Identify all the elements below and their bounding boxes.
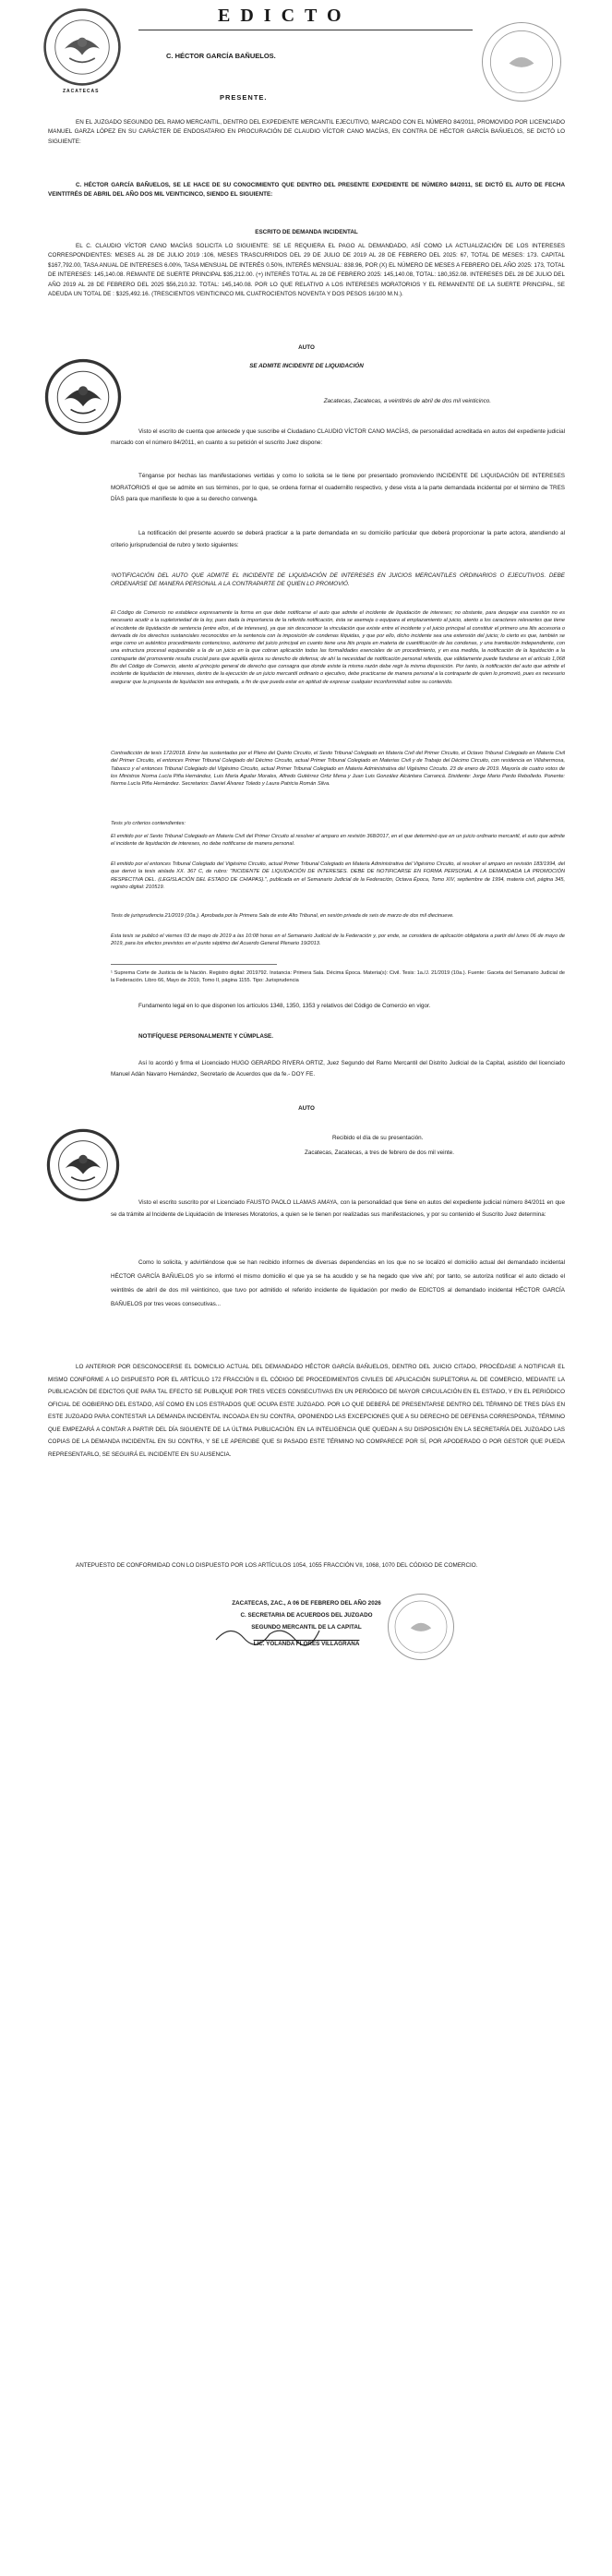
thesis-contenders-label: Tesis y/o criterios contendientes: (111, 821, 186, 826)
closing-articles: ANTEPUESTO DE CONFORMIDAD CON LO DISPUESTO POR LOS ARTÍCULOS 1054, 1055 FRACCIÓN VII, 1068, 1070 DEL CÓDIGO DE COMERCIO. (76, 1562, 478, 1569)
auto2-paragraph-1: Visto el escrito suscrito por el Licenciado FAUSTO PAOLO LLAMAS AMAYA, con la personalidad que tiene en autos del expediente judicial número 84/2011 en que se da trámite al Incidente de Liquidación de Intereses Moratorios, a quien se le tienen por realizadas sus manifestaciones, y por su contenido el Suscrito Juez determina: (111, 1199, 565, 1218)
thesis-publication: Esta tesis se publicó el viernes 03 de mayo de 2019 a las 10:08 horas en el Semanario Judicial de la Federación y, por ende, se considera de aplicación obligatoria a partir del lunes 06 de mayo de 2019, para los efectos previstos en el punto séptimo del Acuerdo General Plenario 19/2013. (111, 933, 565, 947)
thesis-contradiction: Contradicción de tesis 172/2018. Entre las sustentadas por el Pleno del Quinto Circuito, el Sexto Tribunal Colegiado en Materia Civil del Primer Circuito, el Octavo Tribunal Colegiado en Materia Civil del Primer Circuito, el entonces Primer Tribunal Colegiado del Décimo Circuito, actual Primer Tribunal Colegiado en Materias Civil y de Trabajo del Décimo Circuito, con residencia en Villahermosa, Tabasco y el entonces Tribunal Colegiado del Vigésimo Circuito, actual Primer Tribunal Colegiado en Materia Administrativa del Vigésimo Circuito. 23 de enero de 2019. Mayoría de cuatro votos de los Ministros Norma Lucía Piña Hernández, Luis María Aguilar Morales, Alfredo Gutiérrez Ortiz Mena y Juan Luis González Alcántara Carrancá. Disidente: Jorge Mario Pardo Rebolledo. Ponente: Norma Lucía Piña Hernández. Secretarios: Daniel Álvarez Toledo y Laura Patricia Román Silva. (111, 751, 565, 788)
notice-paragraph: C. HÉCTOR GARCÍA BAÑUELOS, SE LE HACE DE SU CONOCIMIENTO QUE DENTRO DEL PRESENTE EXPEDIENTE DE NÚMERO 84/2011, SE DICTÓ EL AUTO DE FECHA VEINTITRÉS DE ABRIL DEL AÑO DOS MIL VEINTICINCO, SIENDO EL SIGUIENTE: (48, 182, 565, 199)
auto-date: Zacatecas, Zacatecas, a veintitrés de abril de dos mil veinticinco. (323, 398, 491, 404)
signer-role-1: C. SECRETARIA DE ACUERDOS DEL JUZGADO (240, 1612, 373, 1619)
signature-paragraph: Así lo acordó y firma el Licenciado HUGO GERARDO RIVERA ORTIZ, Juez Segundo del Ramo Mercantil del Distrito Judicial de la Capital, asistido del licenciado Manuel Adán Navarro Hernández, Secretario de Acuerdos que da fe.- DOY FE. (111, 1060, 565, 1077)
footnote-rule (111, 964, 277, 965)
auto-label: AUTO (298, 344, 315, 351)
document-title: EDICTO (218, 6, 352, 26)
notify-line: NOTIFÍQUESE PERSONALMENTE Y CÚMPLASE. (138, 1033, 274, 1040)
closing-paragraph: LO ANTERIOR POR DESCONOCERSE EL DOMICILIO ACTUAL DEL DEMANDADO HÉCTOR GARCÍA BAÑUELOS, DENTRO DEL JUICIO CITADO, PROCÉDASE A NOTIFICAR EL MISMO CONFORME A LO DISPUESTO POR EL ARTÍCULO 172 FRACCIÓN II EL CÓDIGO DE PROCEDIMIENTOS CIVILES DE APLICACIÓN SUPLETORIA AL DE COMERCIO, MEDIANTE LA PUBLICACIÓN DE EDICTOS QUE PARA TAL EFECTO SE PUBLIQUE POR TRES VECES CONSECUTIVAS EN UN PERIÓDICO DE MAYOR CIRCULACIÓN EN EL ESTADO, Y EN EL PERIÓDICO OFICIAL DE GOBIERNO DEL ESTADO, ASÍ COMO EN LOS ESTRADOS QUE OCUPA ESTE JUZGADO. POR LO QUE DEBERÁ DE PRESENTARSE DENTRO DEL TÉRMINO DE TRES DÍAS EN ESTE JUZGADO PARA CONTESTAR LA DEMANDA INCIDENTAL INCOADA EN SU CONTRA, OPONIENDO LAS EXCEPCIONES QUE A SU DERECHO DE DEFENSA CORRESPONDA, TÉRMINO QUE EMPEZARÁ A CONTAR A PARTIR DEL DÍA SIGUIENTE DE LA ÚLTIMA PUBLICACIÓN. EN LA INTELIGENCIA QUE QUEDAN A SU DISPOSICIÓN EN LA SECRETARÍA DEL JUZGADO LAS COPIAS DE LA DEMANDA INCIDENTAL EN SU CONTRA, Y SE LE APERCIBE QUE SI PASADO ESTE TÉRMINO NO COMPARECE POR SÍ, POR APODERADO O POR GESTOR QUE PUEDA REPRESENTARLO, SE SEGUIRÁ EL INCIDENTE EN SU AUSENCIA. (48, 1364, 565, 1458)
closing-stamp (388, 1594, 454, 1660)
auto-label-2: AUTO (298, 1105, 315, 1112)
thesis-title: ¹NOTIFICACIÓN DEL AUTO QUE ADMITE EL INCIDENTE DE LIQUIDACIÓN DE INTERESES EN JUICIOS MERCANTILES ORDINARIOS O EJECUTIVOS. DEBE ORDENARSE DE MANERA PERSONAL A LA CONTRAPARTE DE QUIEN LO PROMOVIÓ. (111, 572, 565, 587)
received-line: Recibido el día de su presentación. (332, 1135, 424, 1141)
present-line: PRESENTE. (220, 93, 268, 102)
thesis-jurisprudence: Tesis de jurisprudencia 21/2019 (10a.). Aprobada por la Primera Sala de este Alto Tribunal, en sesión privada de seis de marzo de dos mil diecinueve. (111, 913, 454, 919)
legal-basis: Fundamento legal en lo que disponen los artículos 1348, 1350, 1353 y relativos del Código de Comercio en vigor. (138, 1003, 431, 1009)
thesis-contender-2: El emitido por el entonces Tribunal Colegiado del Vigésimo Circuito, actual Primer Tribunal Colegiado en Materia Administrativa del Vigésimo Circuito, al resolver el amparo en revisión 183/1994, del que derivó la tesis aislada XX. 367 C, de rubro: "INCIDENTE DE LIQUIDACIÓN DE INTERESES. DEBE DE NOTIFICARSE EN FORMA PERSONAL A LA DEMANDADA LA PROMOCIÓN RESPECTIVA DEL. (LEGISLACIÓN DEL ESTADO DE CHIAPAS).", publicada en el Semanario Judicial de la Federación, Octava Época, Tomo XIV, septiembre de 1994, materia civil, página 345, registro digital: 210519. (111, 861, 565, 890)
auto-paragraph-3: La notificación del presente acuerdo se deberá practicar a la parte demandada en su domicilio particular que deberá proporcionar la parte actora, atendiendo al criterio jurisprudencial de rubro y texto siguientes: (111, 530, 565, 548)
auto-paragraph-1: Visto el escrito de cuenta que antecede y que suscribe el Ciudadano CLAUDIO VÍCTOR CANO MACÍAS, de personalidad acreditada en autos del expediente judicial marcado con el número 84/2011, en cuanto a su petición el suscrito Juez dispone: (111, 428, 565, 446)
claim-heading: ESCRITO DE DEMANDA INCIDENTAL (255, 229, 358, 235)
official-stamp (482, 22, 561, 102)
seal-caption: ZACATECAS (63, 89, 100, 94)
auto-paragraph-2: Ténganse por hechas las manifestaciones vertidas y como lo solicita se le tiene por presentado promoviendo INCIDENTE DE LIQUIDACIÓN DE INTERESES MORATORIOS el que se admite en sus términos, por lo que, se ordena formar el cuadernillo respectivo, y dese vista a la parte demandada incidental por el término de TRES DÍAS para que manifieste lo que a su derecho convenga. (111, 473, 565, 502)
auto2-date: Zacatecas, Zacatecas, a tres de febrero de dos mil veinte. (305, 1150, 455, 1156)
thesis-body: El Código de Comercio no establece expresamente la forma en que debe notificarse el auto que admite el incidente de liquidación de intereses; no obstante, para despejar esa cuestión no es necesario acudir a la supletoriedad de la ley, pues dada la importancia de la referida notificación, ésta se asemeja o equipara al emplazamiento al juicio, atento a los caracteres relevantes que tiene el incidente de liquidación de sentencia (entre ellos, el de intereses), ya que sin desconocer la vinculación que existe entre el incidente y el juicio principal al constituir el primero una litis accesoria o derivada de los derechos sustanciales reconocidos en la sentencia con la imposición de condenas ilíquidas, y que por ello, dicho incidente sea una extensión del juicio; lo cierto es que, también se erige como un auténtico procedimiento contencioso, autónomo del juicio principal en cuanto tiene una litis propia en materia de cuantificación de las condenas, y una tramitación independiente, con una estructura procesal equiparable a la de un juicio en la que cobran aplicación todas las formalidades esenciales de un procedimiento, y en esa medida, la notificación de la liquidación a la contraparte del promovente resulta crucial para que aquélla ejerza su derecho de defensa; de ahí la necesidad de notificación personal referida, que válidamente puede fundarse en el artículo 1,068 Bis del Código de Comercio, atento al principio general de derecho que consagra que donde existe la misma razón debe regir la misma disposición. Por tanto, la notificación del auto que admite el incidente de liquidación de intereses, dentro de la ejecución de un juicio mercantil ordinario o ejecutivo, debe practicarse de manera personal a la contraparte de quien lo promovió, pues es necesario asegurar que la propuesta de liquidación sea entregada, a fin de que pueda estar en aptitud de expresar cualquier inconformidad sobre su contenido. (111, 610, 565, 685)
judicial-seal-2 (46, 1128, 120, 1202)
signer-role-2: SEGUNDO MERCANTIL DE LA CAPITAL (251, 1624, 362, 1631)
addressee-line: C. HÉCTOR GARCÍA BAÑUELOS. (166, 52, 276, 60)
claim-paragraph: EL C. CLAUDIO VÍCTOR CANO MACÍAS SOLICITA LO SIGUIENTE: SE LE REQUIERA EL PAGO AL DEMANDADO, ASÍ COMO LA ACTUALIZACIÓN DE LOS INTERESES CORRESPONDIENTES: MESES AL 28 DE JULIO 2019 :106, MESES TRASCURRIDOS DEL 29 DE JULIO DE 2019 AL 28 DE FEBRERO DEL 2025: 67, TOTAL DE MESES: 173. CAPITAL $167,792.00, TASA ANUAL DE INTERESES 6.00%, TASA MENSUAL DE INTERÉS 0.50%, INTERÉS MENSUAL: 838.96, POR (X) EL NÚMERO DE MESES A FEBRERO DEL AÑO 2025: 173, TOTAL DE INTERESES: 145,140.08. REMANTE DE SUERTE PRINCIPAL $35,212.00. (+) INTERÉS TOTAL AL 28 DE FEBRERO 2025: 145,140.08, TOTAL: 180,352.08. INTERESES DEL 28 DE JULIO DEL AÑO 2019 AL 28 DE FEBRERO DEL 2025 $56,210.32. TOTAL: 145,140.08. POR LO QUE RELATIVO A LOS INTERESES MORATORIOS Y EL REMANENTE DE LA SUERTE PRINCIPAL, SE ADEUDA UN TOTAL DE : $325,492.16. (TRESCIENTOS VEINTICINCO MIL CUATROCIENTOS NOVENTA Y DOS PESOS 16/100 M.N.). (48, 243, 565, 298)
footnote: ¹ Suprema Corte de Justicia de la Nación. Registro digital: 2019792. Instancia: Primera Sala. Décima Época. Materia(s): Civil. Tesis: 1a./J. 21/2019 (10a.). Fuente: Gaceta del Semanario Judicial de la Federación. Libro 66, Mayo de 2019, Tomo II, página 1155. Tipo: Jurisprudencia (111, 970, 565, 984)
auto2-paragraph-2: Como lo solicita, y advirtiéndose que se han recibido informes de diversas dependencias en los que no se localizó el domicilio actual del demandado incidental HÉCTOR GARCÍA BAÑUELOS y/o se informó el mismo domicilio el que ya se ha acudido y se ha negado que vive ahí; por tanto, se autoriza notificar el auto dictado el veintitrés de abril de dos mil veinticinco, que tuvo por admitido el referido incidente de liquidación por medio de EDICTOS al demandado incidental HÉCTOR GARCÍA BAÑUELOS por tres veces consecutivas... (111, 1259, 565, 1307)
auto-subtitle: SE ADMITE INCIDENTE DE LIQUIDACIÓN (249, 363, 364, 369)
intro-paragraph: EN EL JUZGADO SEGUNDO DEL RAMO MERCANTIL, DENTRO DEL EXPEDIENTE MERCANTIL EJECUTIVO, MARCADO CON EL NÚMERO 84/2011, PROMOVIDO POR LICENCIADO MANUEL GARZA LÓPEZ EN SU CARÁCTER DE ENDOSATARIO EN PROCURACIÓN DE CLAUDIO VÍCTOR CANO MACÍAS, EN CONTRA DE HÉCTOR GARCÍA BAÑUELOS, SE DICTÓ LO SIGUIENTE: (48, 119, 565, 145)
signer-name: LIC. YOLANDA FLORES VILLAGRANA (253, 1641, 360, 1647)
thesis-contender-1: El emitido por el Sexto Tribunal Colegiado en Materia Civil del Primer Circuito al resolver el amparo en revisión 368/2017, en el que determinó que en un juicio ordinario mercantil, el auto que admite el incidente de liquidación de intereses, no debe notificarse de manera personal. (111, 834, 565, 848)
closing-date: ZACATECAS, ZAC., A 06 DE FEBRERO DEL AÑO 2026 (232, 1600, 381, 1607)
court-seal (42, 7, 122, 87)
